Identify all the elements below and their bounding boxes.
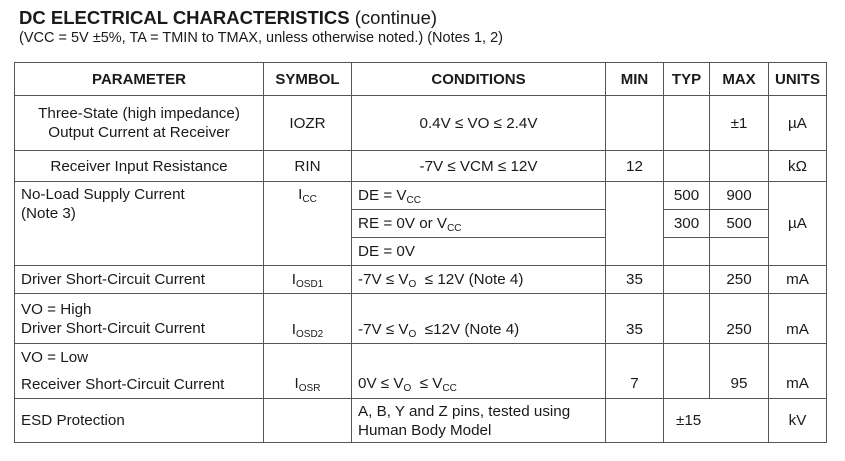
conditions-cell: -7V ≤ VCM ≤ 12V xyxy=(352,151,606,182)
symbol-cell: RIN xyxy=(264,151,352,182)
conditions-cell xyxy=(352,182,606,210)
max-cell: 500 xyxy=(710,210,769,238)
param-cell xyxy=(15,344,264,399)
symbol-sub: OSR xyxy=(298,383,321,394)
param-cell xyxy=(15,182,264,266)
conditions-cell xyxy=(352,294,606,344)
param-line: VO = Low xyxy=(21,349,89,366)
cond-text: DE = V xyxy=(358,187,407,204)
min-cell xyxy=(606,399,664,443)
symbol-main: I xyxy=(291,271,296,288)
header xyxy=(19,7,503,47)
cond-text: -7V ≤ V xyxy=(358,271,409,288)
conditions-cell xyxy=(352,399,606,443)
units-cell: mA xyxy=(769,344,827,399)
units-cell xyxy=(769,238,827,266)
param-line: Receiver Short-Circuit Current xyxy=(21,376,225,393)
cond-line: A, B, Y and Z pins, tested using xyxy=(358,402,571,420)
max-cell: 250 xyxy=(710,294,769,344)
page-subtitle: (VCC = 5V ±5%, TA = TMIN to TMAX, unless otherwise noted.) (Notes 1, 2) xyxy=(19,30,503,46)
table-row xyxy=(15,151,827,182)
typ-cell xyxy=(664,266,710,294)
table-header-row xyxy=(15,63,827,96)
param-line: Output Current at Receiver xyxy=(48,124,230,141)
param-line: Three-State (high impedance) xyxy=(38,105,240,122)
cond-text: -7V ≤ V xyxy=(358,321,409,338)
typ-cell xyxy=(664,96,710,151)
cond-text: ≤12V (Note 4) xyxy=(416,321,520,338)
min-cell: 35 xyxy=(606,294,664,344)
max-cell: ±1 xyxy=(710,96,769,151)
title-bold: DC ELECTRICAL CHARACTERISTICS xyxy=(19,7,350,28)
table-row xyxy=(15,294,827,344)
cond-line: Human Body Model xyxy=(358,421,492,439)
typ-cell xyxy=(664,344,710,399)
symbol-cell xyxy=(264,399,352,443)
units-cell: mA xyxy=(769,266,827,294)
symbol-sub: OSD2 xyxy=(296,329,324,340)
symbol-cell xyxy=(264,344,352,399)
param-line: (Note 3) xyxy=(21,205,76,222)
symbol-main: I xyxy=(291,321,296,338)
param-line: No-Load Supply Current xyxy=(21,186,185,203)
conditions-cell xyxy=(352,210,606,238)
col-header-parameter: PARAMETER xyxy=(15,63,264,96)
table-row xyxy=(15,182,827,210)
max-cell: 900 xyxy=(710,182,769,210)
symbol-cell: IOZR xyxy=(264,96,352,151)
symbol-cell xyxy=(264,266,352,294)
min-cell xyxy=(606,182,664,266)
cond-sub: CC xyxy=(442,383,457,394)
conditions-cell: 0.4V ≤ VO ≤ 2.4V xyxy=(352,96,606,151)
col-header-typ: TYP xyxy=(664,63,710,96)
cond-text: RE = 0V or V xyxy=(358,215,448,232)
max-cell xyxy=(710,238,769,266)
min-cell: 12 xyxy=(606,151,664,182)
max-cell: 250 xyxy=(710,266,769,294)
min-cell: 7 xyxy=(606,344,664,399)
param-cell: Receiver Input Resistance xyxy=(15,151,264,182)
param-cell: ESD Protection xyxy=(15,399,264,443)
table-row xyxy=(15,96,827,151)
conditions-cell: DE = 0V xyxy=(352,238,606,266)
title-suffix: (continue) xyxy=(349,7,438,28)
table-row xyxy=(15,399,827,443)
units-cell: kΩ xyxy=(769,151,827,182)
units-cell: µA xyxy=(769,210,827,238)
symbol-sub: OSD1 xyxy=(296,279,324,290)
typ-cell: ±15 xyxy=(664,399,769,443)
col-header-max: MAX xyxy=(710,63,769,96)
param-line: VO = High xyxy=(21,300,92,318)
param-cell: Driver Short-Circuit Current xyxy=(15,266,264,294)
cond-sub: O xyxy=(408,329,417,340)
typ-cell xyxy=(664,151,710,182)
dc-characteristics-table xyxy=(14,62,827,443)
symbol-sub: CC xyxy=(302,194,317,205)
min-cell: 35 xyxy=(606,266,664,294)
col-header-min: MIN xyxy=(606,63,664,96)
cond-sub: O xyxy=(408,279,417,290)
col-header-symbol: SYMBOL xyxy=(264,63,352,96)
units-cell xyxy=(769,182,827,210)
page-title xyxy=(19,7,503,29)
units-cell: µA xyxy=(769,96,827,151)
cond-text: ≤ 12V (Note 4) xyxy=(416,271,524,288)
col-header-conditions: CONDITIONS xyxy=(352,63,606,96)
conditions-cell xyxy=(352,344,606,399)
typ-cell: 500 xyxy=(664,182,710,210)
cond-text: 0V ≤ V xyxy=(358,375,404,392)
conditions-cell xyxy=(352,266,606,294)
param-cell xyxy=(15,294,264,344)
typ-cell xyxy=(664,238,710,266)
cond-sub: O xyxy=(403,383,412,394)
param-line: Driver Short-Circuit Current xyxy=(21,319,205,337)
cond-sub: CC xyxy=(406,195,421,206)
cond-text: ≤ V xyxy=(411,375,443,392)
table-row xyxy=(15,266,827,294)
typ-cell xyxy=(664,294,710,344)
cond-sub: CC xyxy=(447,223,462,234)
units-cell: kV xyxy=(769,399,827,443)
min-cell xyxy=(606,96,664,151)
symbol-main: I xyxy=(294,375,299,392)
symbol-cell xyxy=(264,294,352,344)
symbol-cell xyxy=(264,182,352,266)
max-cell xyxy=(710,151,769,182)
typ-cell: 300 xyxy=(664,210,710,238)
param-cell xyxy=(15,96,264,151)
units-cell: mA xyxy=(769,294,827,344)
col-header-units: UNITS xyxy=(769,63,827,96)
table-row xyxy=(15,344,827,399)
max-cell: 95 xyxy=(710,344,769,399)
symbol-main: I xyxy=(298,186,303,203)
